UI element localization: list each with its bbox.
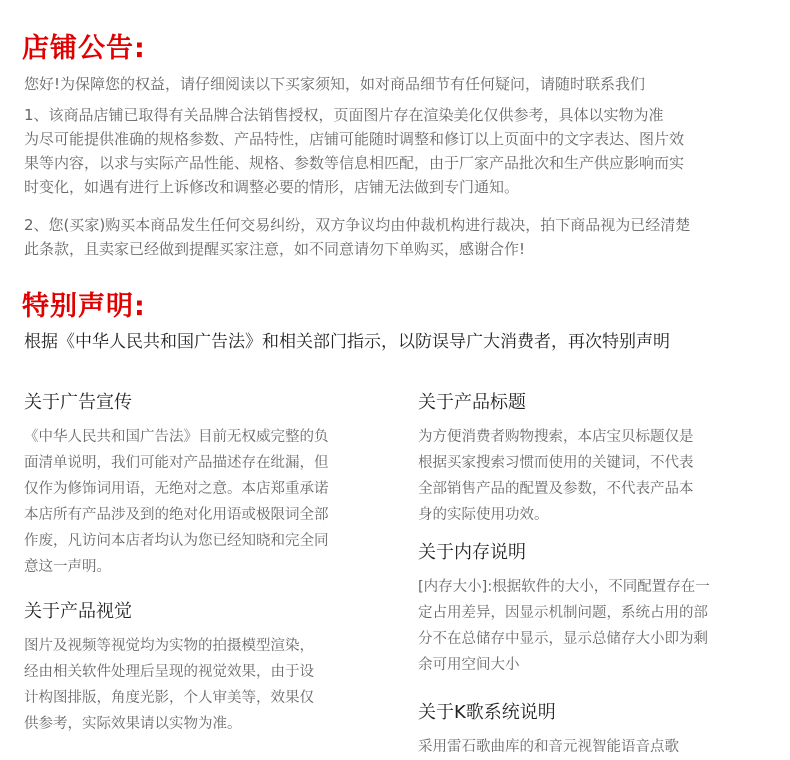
section-product-title-line: 根据买家搜索习惯而使用的关键词，不代表 <box>418 455 694 471</box>
section-ad <box>24 390 379 580</box>
notice-item-1-line: 为尽可能提供准确的规格参数、产品特性，店铺可能随时调整和修订以上页面中的文字表达、图片效 <box>24 130 685 148</box>
notice-item-1-line: 果等内容，以求与实际产品性能、规格、参数等信息相匹配，由于厂家产品批次和生产供应影响而实 <box>24 154 685 172</box>
section-karaoke <box>418 700 773 760</box>
section-memory-title: 关于内存说明 <box>418 542 526 563</box>
section-product-title <box>418 390 773 528</box>
section-visual-line: 供参考，实际效果请以实物为准。 <box>24 716 242 732</box>
section-memory-body <box>418 574 773 678</box>
store-notice-title: 店铺公告: <box>22 33 146 64</box>
section-ad-line: 作废，凡访问本店者均认为您已经知晓和完全同 <box>24 533 329 549</box>
section-karaoke-line: 采用雷石歌曲库的和音元视智能语音点歌 <box>418 739 679 755</box>
section-memory-line: 定占用差异，因显示机制问题，系统占用的部 <box>418 605 708 621</box>
section-product-title-line: 为方便消费者购物搜索，本店宝贝标题仅是 <box>418 429 694 445</box>
section-memory-line: 分不在总储存中显示，显示总储存大小即为剩 <box>418 631 708 647</box>
section-visual-body <box>24 633 379 737</box>
section-visual-title: 关于产品视觉 <box>24 601 132 622</box>
section-product-title-line: 身的实际使用功效。 <box>418 507 549 523</box>
section-ad-line: 本店所有产品涉及到的绝对化用语或极限词全部 <box>24 507 329 523</box>
section-memory <box>418 540 773 678</box>
statement-intro: 根据《中华人民共和国广告法》和相关部门指示，以防误导广大消费者，再次特别声明 <box>24 332 670 352</box>
section-visual-line: 计构图排版，角度光影，个人审美等，效果仅 <box>24 690 314 706</box>
notice-item-2-line: 此条款，且卖家已经做到提醒买家注意，如不同意请勿下单购买，感谢合作! <box>24 240 526 258</box>
section-ad-line: 仅作为修饰词用语，无绝对之意。本店郑重承诺 <box>24 481 329 497</box>
notice-item-1 <box>24 103 776 199</box>
notice-item-2 <box>24 213 776 261</box>
section-visual-line: 图片及视频等视觉均为实物的拍摄模型渲染， <box>24 638 314 654</box>
section-ad-line: 《中华人民共和国广告法》目前无权威完整的负 <box>24 429 329 445</box>
notice-item-1-line: 1、该商品店铺已取得有关品牌合法销售授权，页面图片存在渲染美化仅供参考，具体以实物为准 <box>24 106 664 124</box>
section-memory-line: [内存大小]:根据软件的大小，不同配置存在一 <box>418 579 710 595</box>
section-ad-line: 意这一声明。 <box>24 559 111 575</box>
special-statement-title: 特别声明: <box>22 291 146 322</box>
section-visual-line: 经由相关软件处理后呈现的视觉效果，由于设 <box>24 664 314 680</box>
section-memory-line: 余可用空间大小 <box>418 657 520 673</box>
notice-intro: 您好!为保障您的权益，请仔细阅读以下买家须知，如对商品细节有任何疑问，请随时联系我们 <box>24 75 646 93</box>
section-ad-title: 关于广告宣传 <box>24 392 132 413</box>
section-product-title-title: 关于产品标题 <box>418 392 526 413</box>
notice-item-1-line: 时变化，如遇有进行上诉修改和调整必要的情形，店铺无法做到专门通知。 <box>24 178 520 196</box>
section-visual <box>24 599 379 737</box>
section-product-title-body <box>418 424 773 528</box>
section-ad-line: 面清单说明，我们可能对产品描述存在纰漏，但 <box>24 455 329 471</box>
section-karaoke-title: 关于K歌系统说明 <box>418 702 556 723</box>
section-ad-body <box>24 424 379 580</box>
section-product-title-line: 全部销售产品的配置及参数，不代表产品本 <box>418 481 694 497</box>
section-karaoke-body <box>418 734 773 760</box>
notice-item-2-line: 2、您(买家)购买本商品发生任何交易纠纷，双方争议均由仲裁机构进行裁决，拍下商品视为已经清楚 <box>24 216 691 234</box>
